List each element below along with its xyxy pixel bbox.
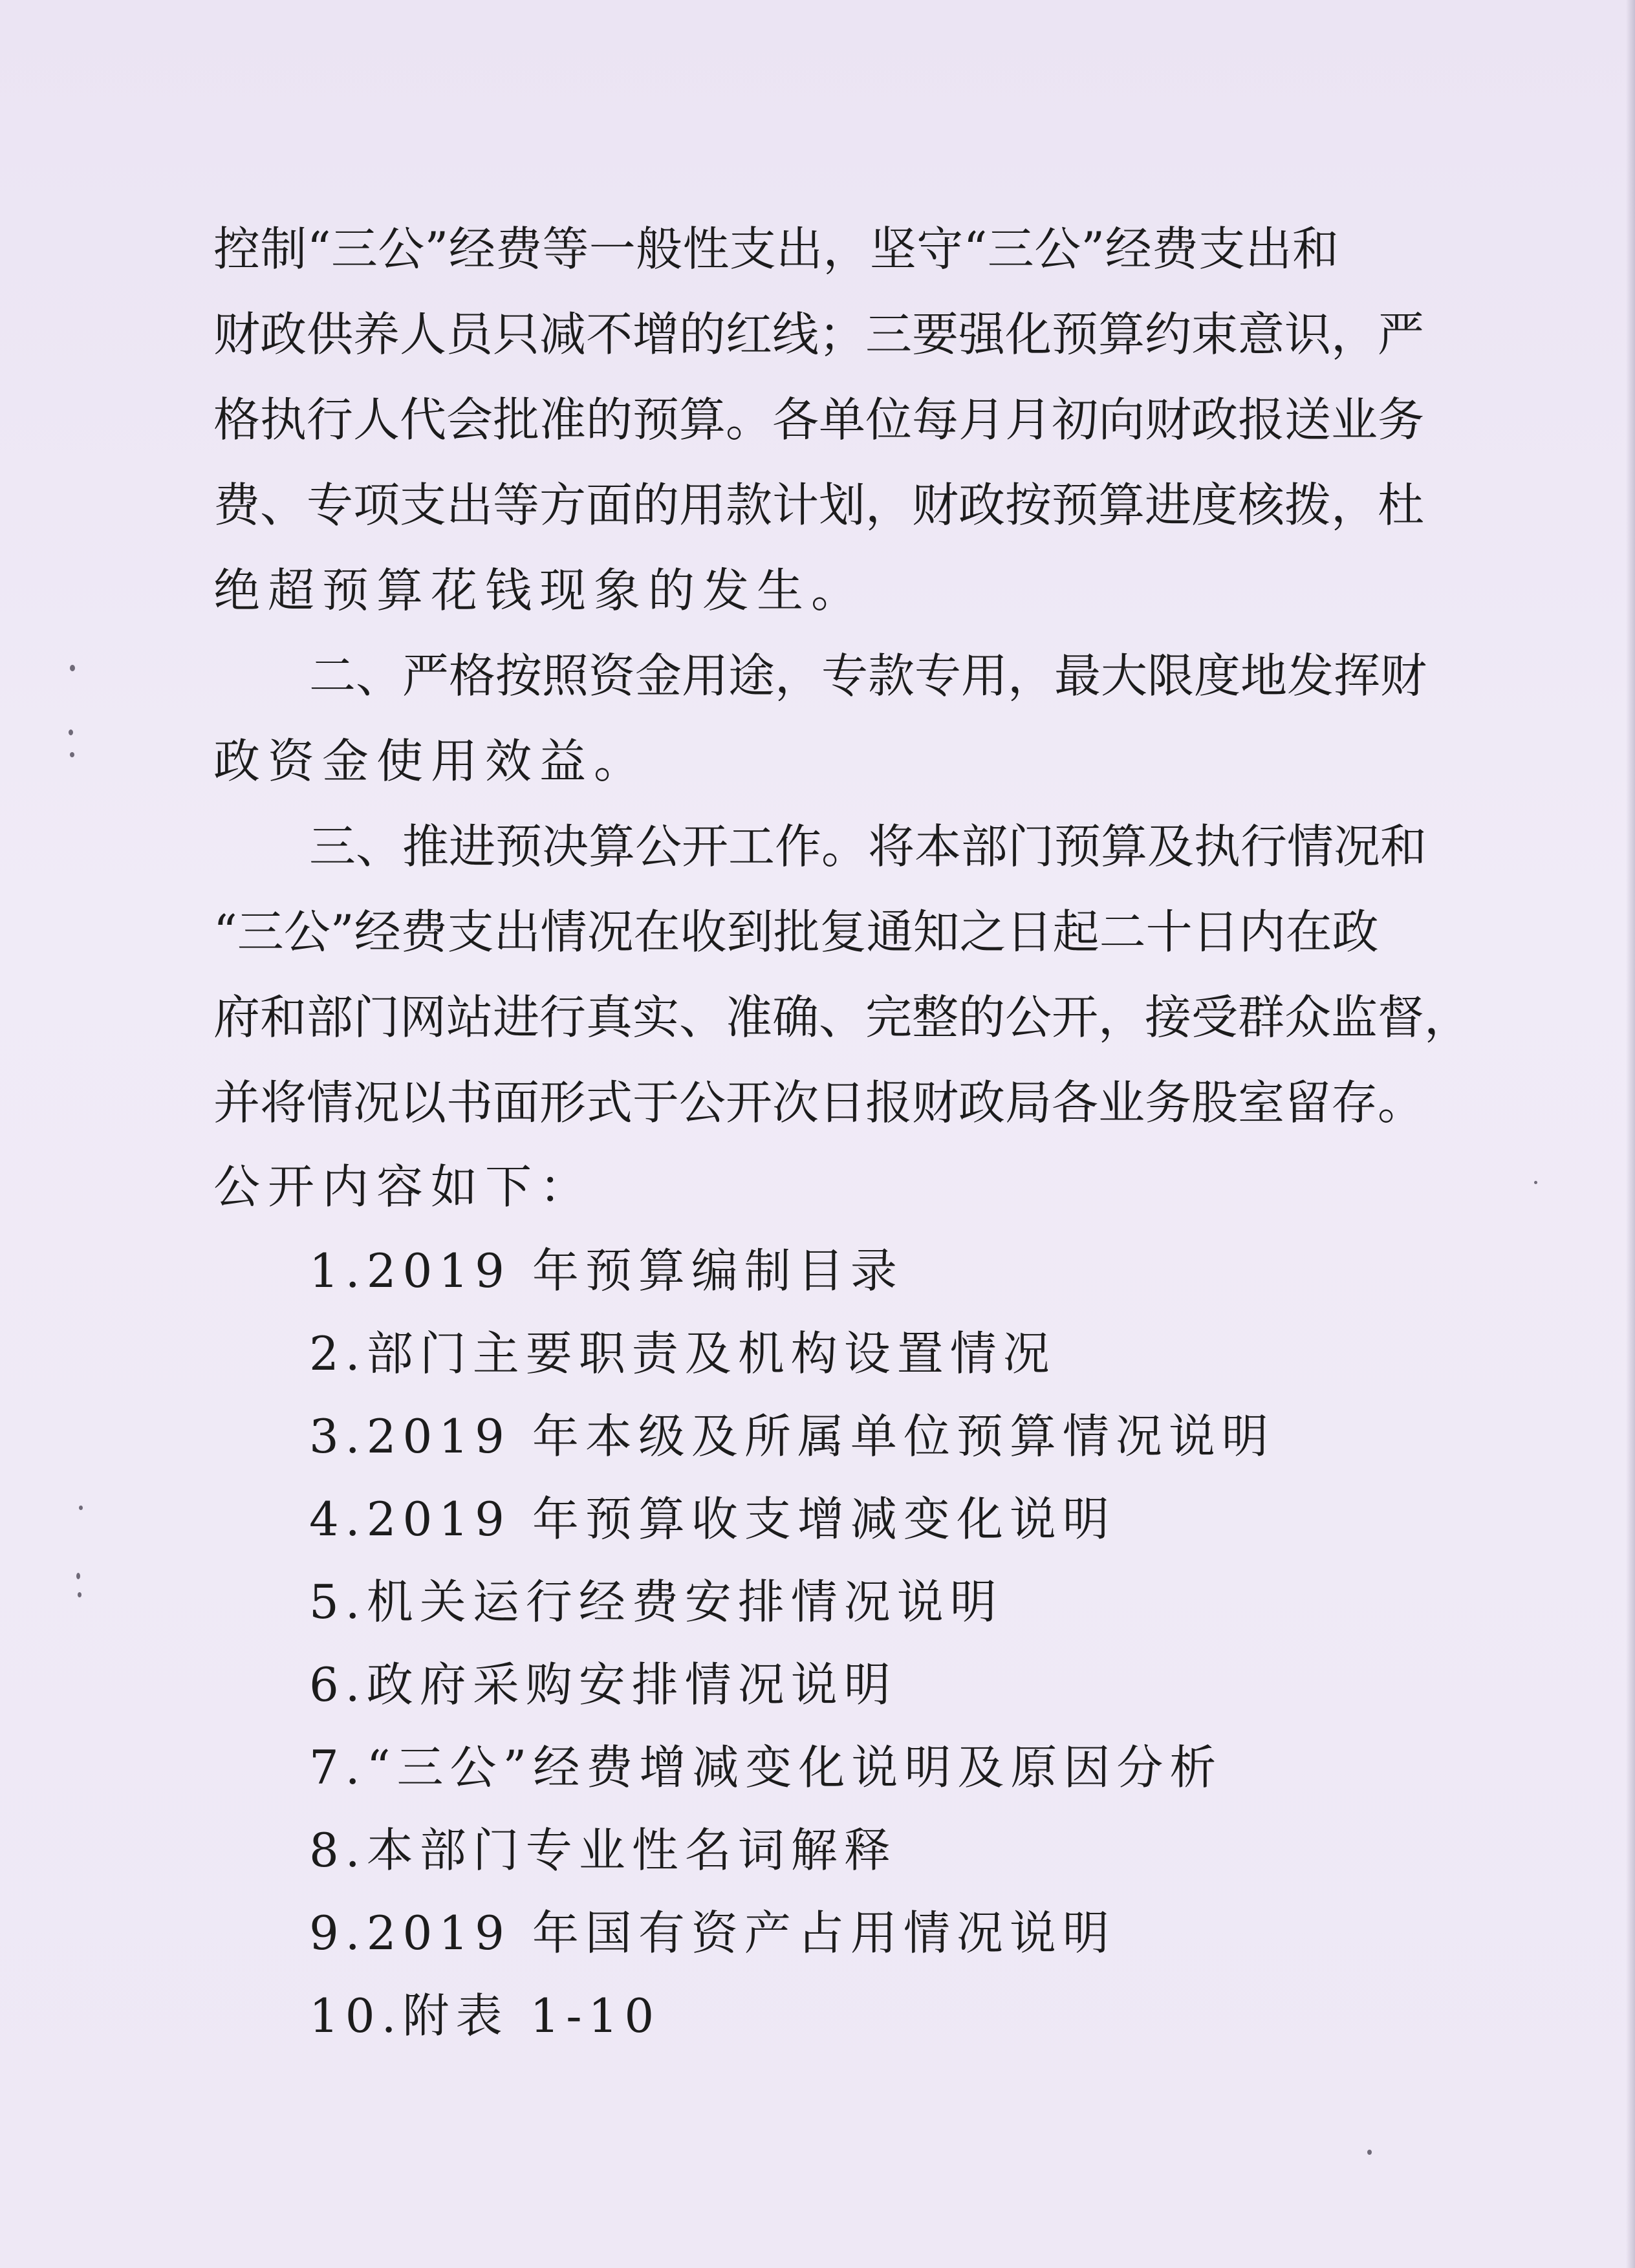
list-item: 8.本部门专业性名词解释 <box>309 1823 897 1877</box>
binding-hole-mark <box>79 1506 83 1510</box>
paragraph-1-line-1: 控制“三公”经费等一般性支出，坚守“三公”经费支出和 <box>213 222 1339 276</box>
paragraph-1-line-2: 财政供养人员只减不增的红线；三要强化预算约束意识，严 <box>213 307 1425 362</box>
list-item: 10.附表 1-10 <box>309 1989 661 2043</box>
scan-speck <box>1367 2150 1372 2155</box>
list-item: 4.2019 年预算收支增减变化说明 <box>309 1492 1116 1546</box>
paragraph-2-line-2: 政资金使用效益。 <box>213 734 649 788</box>
binding-hole-mark <box>70 752 74 757</box>
paragraph-3-line-5: 公开内容如下： <box>213 1160 594 1214</box>
paragraph-3-line-1: 三、推进预决算公开工作。将本部门预算及执行情况和 <box>309 819 1427 874</box>
scan-speck <box>1534 1181 1537 1184</box>
list-item: 6.政府采购安排情况说明 <box>309 1658 897 1712</box>
paragraph-1-line-4: 费、专项支出等方面的用款计划，财政按预算进度核拨，杜 <box>213 478 1425 532</box>
paragraph-3-line-2: “三公”经费支出情况在收到批复通知之日起二十日内在政 <box>213 905 1379 959</box>
list-item: 7.“三公”经费增减变化说明及原因分析 <box>309 1740 1223 1795</box>
paragraph-3-line-3: 府和部门网站进行真实、准确、完整的公开，接受群众监督， <box>213 990 1471 1044</box>
binding-hole-mark <box>70 665 75 671</box>
list-item: 2.部门主要职责及机构设置情况 <box>309 1326 1056 1381</box>
paragraph-3-line-4: 并将情况以书面形式于公开次日报财政局各业务股室留存。 <box>213 1075 1425 1130</box>
paragraph-2-line-1: 二、严格按照资金用途，专款专用，最大限度地发挥财 <box>309 649 1427 703</box>
binding-hole-mark <box>78 1592 81 1597</box>
page-edge-shadow <box>1626 0 1635 2268</box>
list-item: 1.2019 年预算编制目录 <box>309 1244 904 1298</box>
paragraph-1-line-3: 格执行人代会批准的预算。各单位每月月初向财政报送业务 <box>213 393 1425 447</box>
list-item: 3.2019 年本级及所属单位预算情况说明 <box>309 1409 1275 1463</box>
paragraph-1-line-5: 绝超预算花钱现象的发生。 <box>213 563 866 618</box>
binding-hole-mark <box>76 1573 80 1579</box>
list-item: 9.2019 年国有资产占用情况说明 <box>309 1906 1116 1960</box>
list-item: 5.机关运行经费安排情况说明 <box>309 1575 1003 1629</box>
binding-hole-mark <box>69 729 73 735</box>
